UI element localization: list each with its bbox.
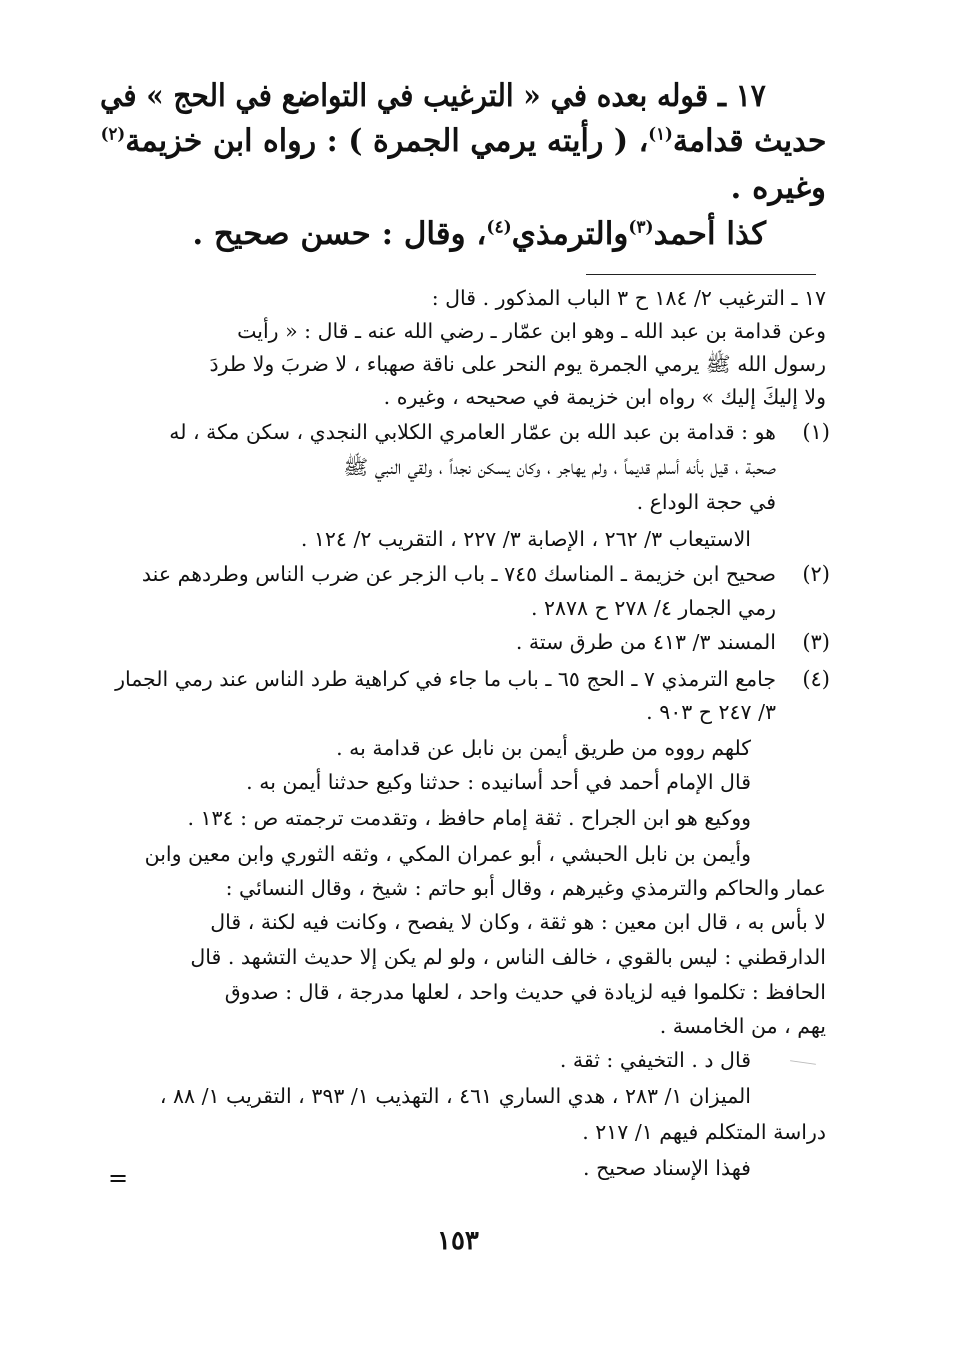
main-line-2 bbox=[100, 123, 826, 159]
main-line-4 bbox=[192, 216, 766, 252]
footnote-ref-4[interactable]: (٤) bbox=[486, 217, 512, 238]
main-line-4-c: ، وقال : حسن صحيح . bbox=[192, 216, 487, 252]
footnote-3-number: (٣) bbox=[802, 630, 830, 654]
footnote-4-line-1: جامع الترمذي ٧ ـ الحج ٦٥ ـ باب ما جاء في كراهية طرد الناس عند رمي الجمار bbox=[115, 667, 776, 691]
footnote-1-line-3: في حجة الوداع . bbox=[636, 490, 776, 514]
note-17-line-2: وعن قدامة بن عبد الله ـ وهو ابن عمّار ـ رضي الله عنه ـ قال : « رأيت bbox=[237, 319, 826, 343]
footnote-ref-1[interactable]: (١) bbox=[647, 124, 673, 145]
footnote-1-line-4: الاستيعاب ٣/ ٢٦٢ ، الإصابة ٣/ ٢٢٧ ، التقريب ٢/ ١٢٤ . bbox=[300, 527, 751, 551]
isnad-paragraph-1: كلهم رووه من طريق أيمن بن نابل عن قدامة به . bbox=[336, 736, 751, 760]
note-17-line-4: ولا إليكَ إليك » رواه ابن خزيمة في صحيحه ، وغيره . bbox=[383, 385, 826, 409]
main-line-4-b: والترمذي bbox=[511, 216, 629, 252]
sources-line-2: دراسة المتكلم فيهم ١/ ٢١٧ . bbox=[582, 1120, 826, 1144]
footnote-ref-2[interactable]: (٢) bbox=[100, 124, 125, 145]
main-line-4-a: كذا أحمد bbox=[653, 216, 766, 252]
narrator-paragraph-line-6: يهم ، من الخامسة . bbox=[659, 1014, 826, 1038]
note-17-line-1: ١٧ ـ الترغيب ٢/ ١٨٤ ح ٣ الباب المذكور . قال : bbox=[431, 286, 826, 310]
footnote-4-line-2: ٣/ ٢٤٧ ح ٩٠٣ . bbox=[646, 700, 776, 724]
pencil-mark bbox=[790, 1060, 816, 1065]
footnote-1-line-2: صحبة ، قيل بأنه أسلم قديماً ، ولم يهاجر ، وكان يسكن نجداً ، ولقي النبي ﷺ bbox=[343, 455, 776, 479]
footnote-2-line-1: صحيح ابن خزيمة ـ المناسك ٧٤٥ ـ باب الزجر عن ضرب الناس وطردهم عند bbox=[141, 562, 776, 586]
footnote-ref-3[interactable]: (٣) bbox=[628, 217, 654, 238]
footnote-1-number: (١) bbox=[802, 420, 830, 444]
isnad-paragraph-3: ووكيع هو ابن الجراح . ثقة إمام حافظ ، وتقدمت ترجمته ص : ١٣٤ . bbox=[187, 806, 751, 830]
narrator-paragraph-line-1: وأيمن بن نابل الحبشي ، أبو عمران المكي ، وثقه الثوري وابن معين وابن bbox=[144, 842, 751, 866]
narrator-paragraph-line-3: لا بأس به ، قال ابن معين : هو ثقة ، وكان لا يفصح ، وكانت فيه لكنة ، قال bbox=[210, 910, 826, 934]
narrator-paragraph-line-2: عمار والحاكم والترمذي وغيرهم ، وقال أبو حاتم : شيخ ، وقال النسائي : bbox=[225, 876, 826, 900]
footnote-3-line-1: المسند ٣/ ٤١٣ من طرق ستة . bbox=[515, 630, 776, 654]
page-number: ١٥٣ bbox=[437, 1226, 479, 1256]
footnote-separator bbox=[586, 274, 816, 275]
continuation-mark: = bbox=[108, 1164, 129, 1192]
narrator-paragraph-line-5: الحافظ : تكلموا فيه لزيادة في حديث واحد ، لعلها مدرجة ، قال : صدوق bbox=[224, 980, 826, 1004]
main-line-1: ١٧ ـ قوله بعده في « الترغيب في التواضع في الحج » في bbox=[100, 78, 766, 114]
footnote-1-line-1: هو : قدامة بن عبد الله بن عمّار العامري الكلابي النجدي ، سكن مكة ، له bbox=[169, 420, 776, 444]
note-17-line-3: رسول الله ﷺ يرمي الجمرة يوم النحر على ناقة صهباء ، لا ضربَ ولا طردَ bbox=[209, 352, 826, 376]
conclusion: فهذا الإسناد صحيح . bbox=[583, 1156, 751, 1180]
footnote-4-number: (٤) bbox=[802, 667, 830, 691]
isnad-paragraph-2: قال الإمام أحمد في أحد أسانيده : حدثنا وكيع حدثنا أيمن به . bbox=[246, 770, 751, 794]
narrator-paragraph-line-4: الدارقطني : ليس بالقوي ، خالف الناس ، ولو لم يكن إلا حديث التشهد . قال bbox=[190, 945, 826, 969]
takhifi-verdict: قال د . التخيفي : ثقة . bbox=[559, 1048, 751, 1072]
main-line-3: وغيره . bbox=[730, 170, 826, 206]
footnote-2-line-2: رمي الجمار ٤/ ٢٧٨ ح ٢٨٧٨ . bbox=[530, 596, 776, 620]
footnote-2-number: (٢) bbox=[802, 562, 830, 586]
sources-line-1: الميزان ١/ ٢٨٣ ، هدي الساري ٤٦١ ، التهذيب ١/ ٣٩٣ ، التقريب ١/ ٨٨ ، bbox=[159, 1084, 751, 1108]
main-line-2-b: ، ( رأيته يرمي الجمرة ) : رواه ابن خزيمة bbox=[124, 123, 648, 159]
main-line-2-a: حديث قدامة bbox=[672, 123, 826, 159]
